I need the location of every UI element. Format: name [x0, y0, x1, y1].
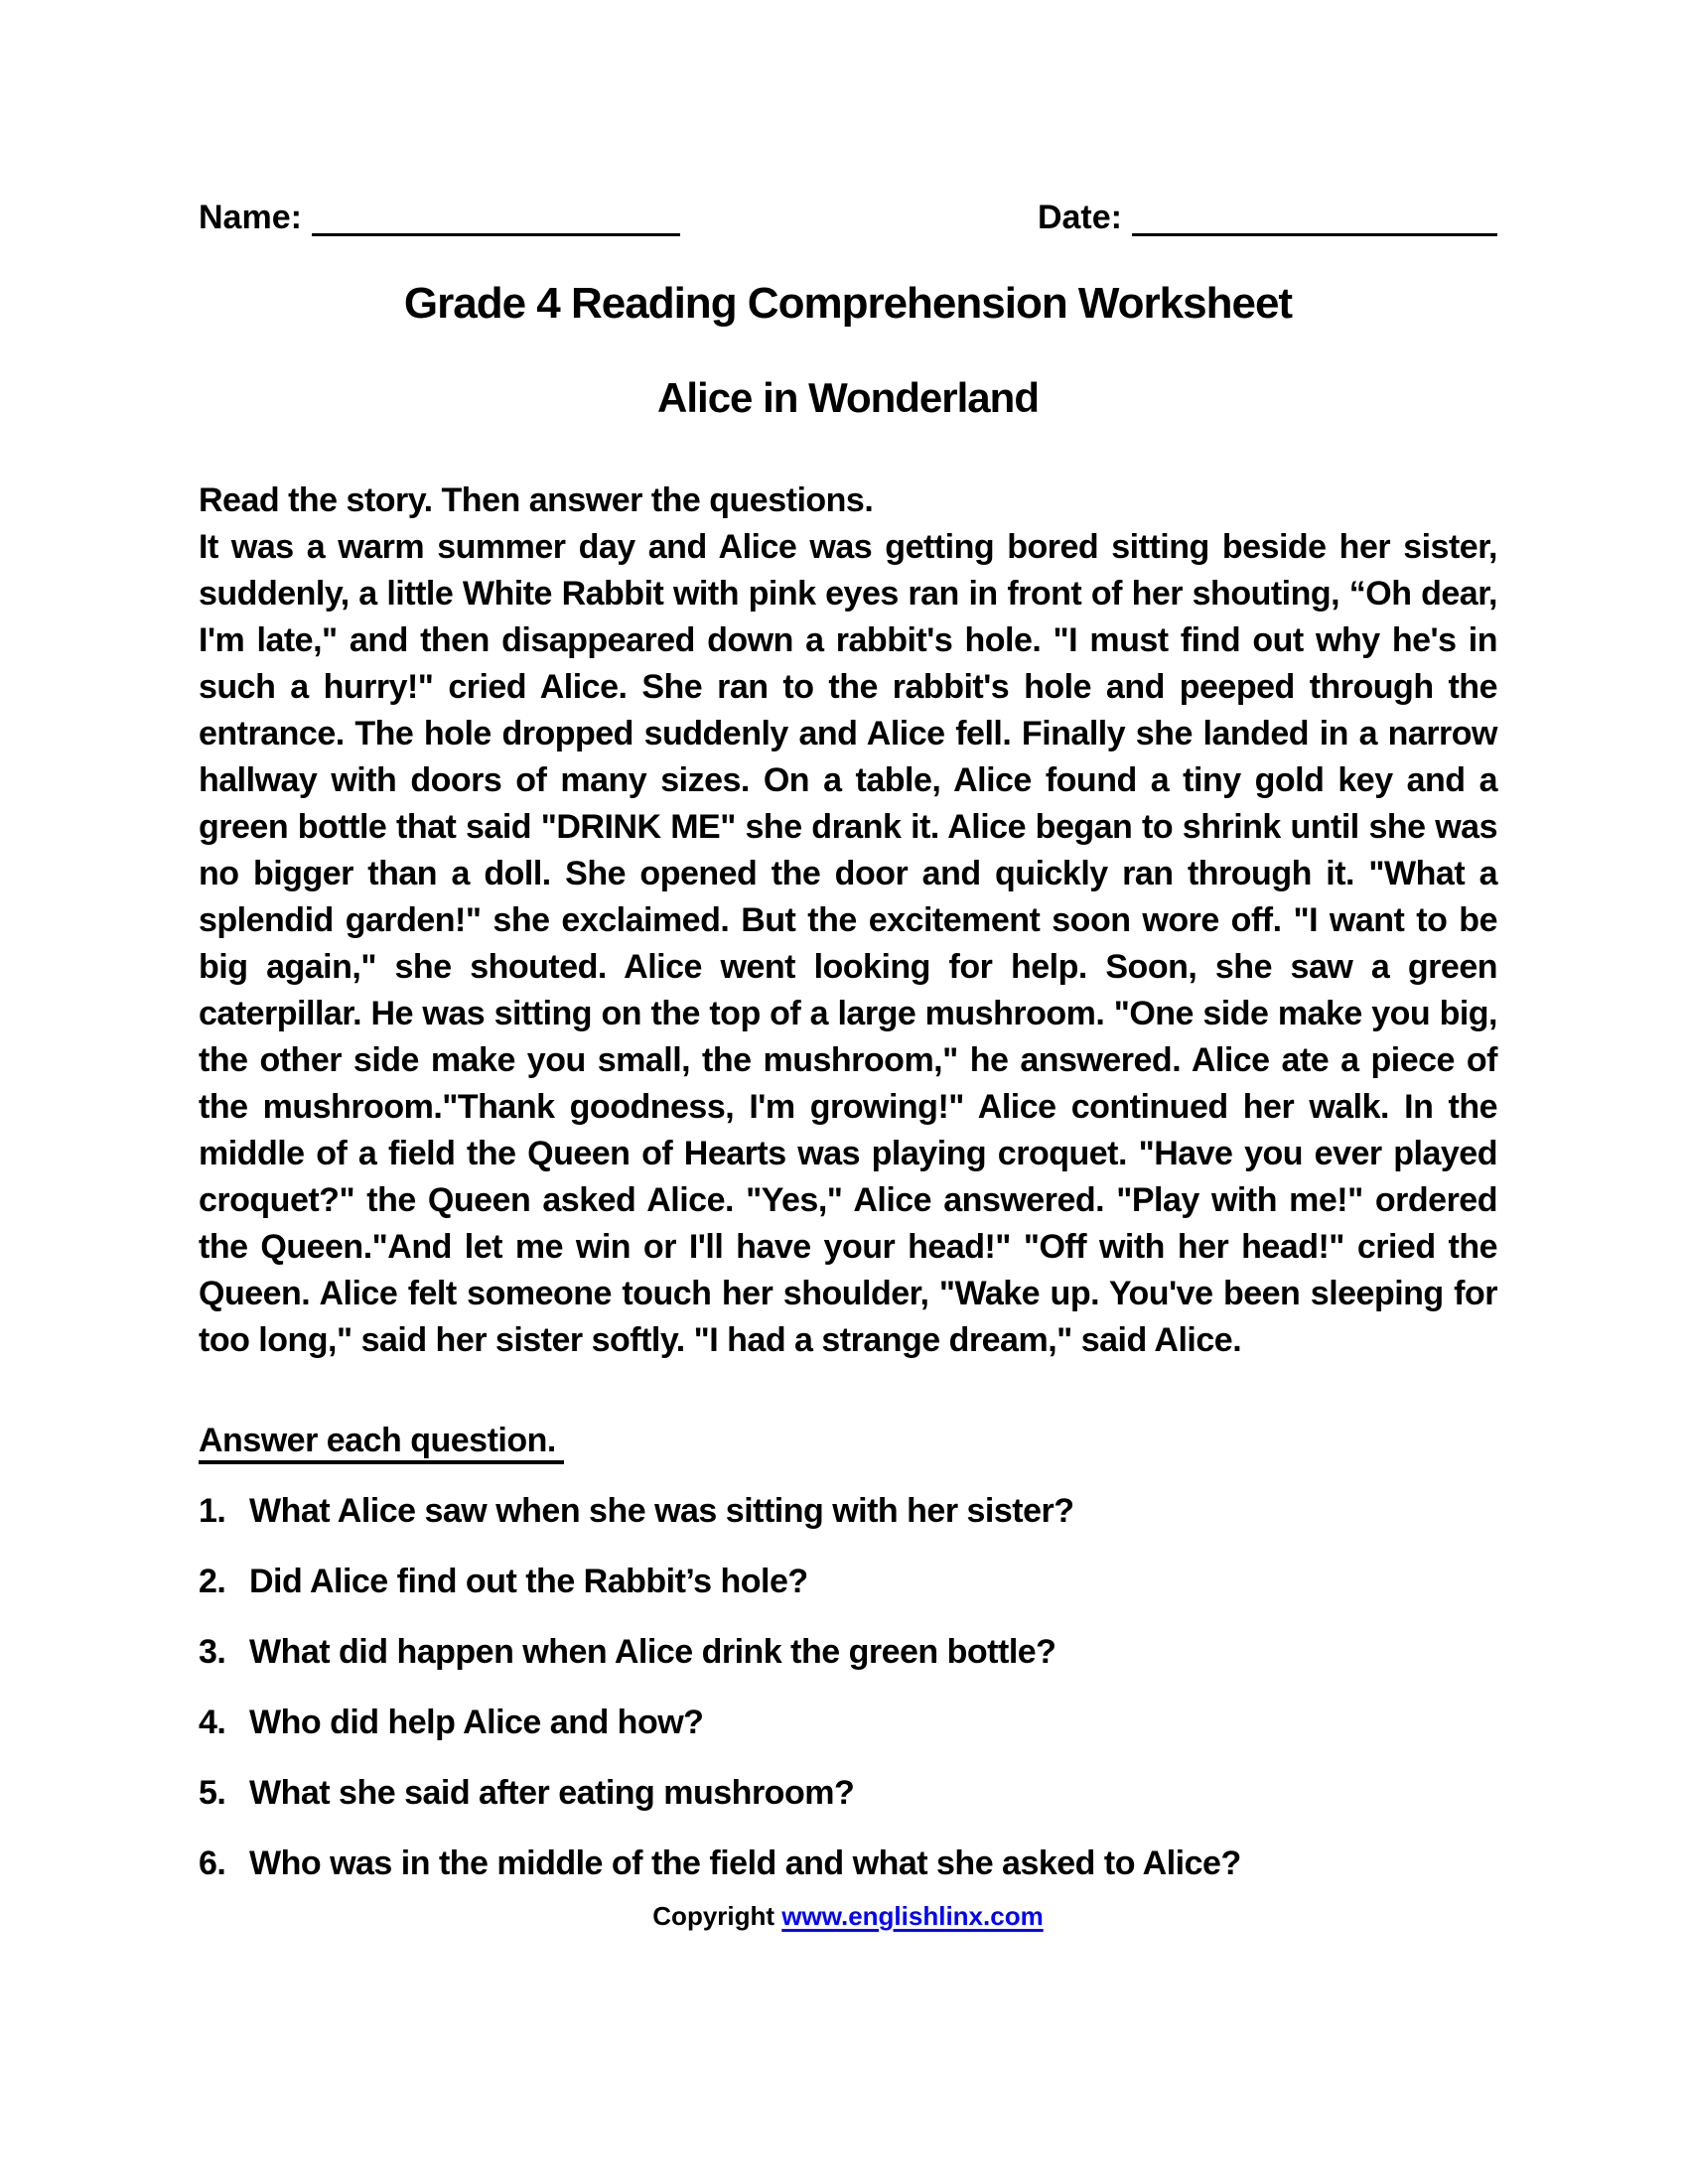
question-number: 2. [199, 1563, 226, 1600]
name-label: Name: [199, 199, 302, 236]
question-number: 1. [199, 1492, 226, 1530]
date-blank-line[interactable] [1132, 233, 1497, 236]
copyright-label: Copyright [652, 1901, 775, 1931]
page-subtitle: Alice in Wonderland [657, 374, 1039, 421]
question-item-3 [199, 1629, 1497, 1676]
copyright-footer [199, 1901, 1497, 1932]
question-item-5 [199, 1770, 1497, 1817]
story-paragraph: It was a warm summer day and Alice was getting bored sitting beside her sister, suddenly, a little White Rabbit with pink eyes ran in front of her shouting, “Oh dear, I'm late," and then disappeared down a rabbit's hole. "I must find out why he's in such a hurry!" cried Alice. She ran to the rabbit's hole and peeped through the entrance. The hole dropped suddenly and Alice fell. Finally she landed in a narrow hallway with doors of many sizes. On a table, Alice found a tiny gold key and a green bottle that said "DRINK ME" she drank it. Alice began to shrink until she was no bigger than a doll. She opened the door and quickly ran through it. "What a splendid garden!" she exclaimed. But the excitement soon wore off. "I want to be big again," she shouted. Alice went looking for help. Soon, she saw a green caterpillar. He was sitting on the top of a large mushroom. "One side make you big, the other side make you small, the mushroom," he answered. Alice ate a piece of the mushroom."Thank goodness, I'm growing!" Alice continued her walk. In the middle of a field the Queen of Hearts was playing croquet. "Have you ever played croquet?" the Queen asked Alice. "Yes," Alice answered. "Play with me!" ordered the Queen."And let me win or I'll have your head!" "Off with her head!" cried the Queen. Alice felt someone touch her shoulder, "Wake up. You've been sleeping for too long," said her sister softly. "I had a strange dream," said Alice. [199, 528, 1497, 1359]
instructions-line: Read the story. Then answer the questions. [199, 481, 874, 519]
question-text: Who did help Alice and how? [249, 1704, 704, 1741]
question-number: 5. [199, 1774, 226, 1812]
question-item-1 [199, 1488, 1497, 1535]
question-number: 4. [199, 1704, 226, 1741]
question-item-2 [199, 1559, 1497, 1605]
question-number: 6. [199, 1844, 226, 1882]
question-list [199, 1488, 1497, 1887]
question-text: What did happen when Alice drink the green bottle? [249, 1633, 1056, 1671]
question-text: Who was in the middle of the field and what she asked to Alice? [249, 1844, 1241, 1882]
name-field-group [199, 199, 680, 237]
question-text: What she said after eating mushroom? [249, 1774, 855, 1812]
question-text: Did Alice find out the Rabbit’s hole? [249, 1563, 808, 1600]
worksheet-content [199, 199, 1497, 1932]
questions-heading: Answer each question. [199, 1422, 564, 1464]
name-blank-line[interactable] [312, 233, 680, 236]
header-row [199, 199, 1497, 237]
date-field-group [1038, 199, 1497, 237]
date-label: Date: [1037, 199, 1122, 236]
question-text: What Alice saw when she was sitting with her sister? [249, 1492, 1074, 1530]
page-title: Grade 4 Reading Comprehension Worksheet [403, 279, 1293, 328]
questions-section [199, 1364, 1497, 1887]
question-item-4 [199, 1700, 1497, 1746]
question-number: 3. [199, 1633, 226, 1671]
question-item-6 [199, 1841, 1497, 1887]
englishlinx-link[interactable]: www.englishlinx.com [781, 1901, 1044, 1931]
